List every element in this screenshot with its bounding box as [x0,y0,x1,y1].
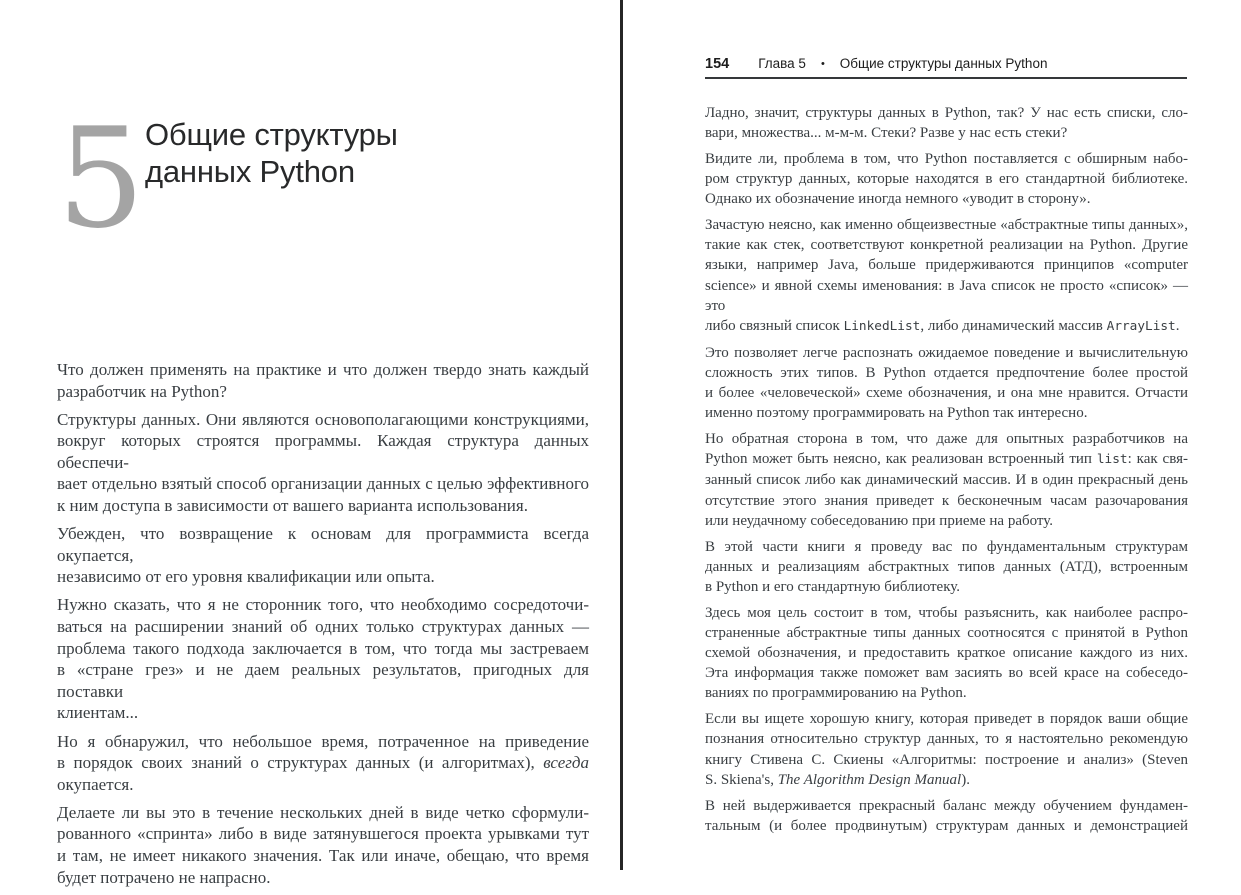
paragraph [705,709,1188,790]
text-line: S. Skiena's, The Algorithm Design Manual). [705,771,970,788]
chapter-title-line2: данных Python [145,154,355,189]
italic-text: всегда [543,753,589,773]
text-line: языки, например Java, больше придерживаются принципов «computer [705,257,1188,274]
paragraph [705,603,1188,704]
chapter-label: Глава 5 [758,56,806,71]
text-line: клиентам... [57,703,139,723]
text-line: сложность этих типов. В Python отдается предпочтение более простой [705,364,1188,381]
text-line: будет потрачено не напрасно. [57,867,271,887]
bullet-separator: • [820,58,825,70]
text-line: именно поэтому программировать на Python так интересно. [705,405,1088,422]
paragraph [57,802,589,888]
text-line: и более «человеческой» схеме обозначения, и она мне нравится. Отчасти [705,385,1188,402]
text-line: ваниях по программированию на Python. [705,685,967,702]
text-line: в порядок своих знаний о структурах данных (и алгоритмах), всегда [57,753,589,773]
text-line: такие как стек, соответствуют конкретной реализации на Python. Другие [705,237,1188,254]
text-line: Если вы ищете хорошую книгу, которая приведет в порядок ваши общие [705,711,1188,728]
text-line: Зачастую неясно, как именно общеизвестные «абстрактные типы данных», [705,217,1188,234]
paragraph [57,409,589,517]
text-line: Структуры данных. Они являются основополагающими конструкциями, [57,409,589,429]
text-line: Убежден, что возвращение к основам для программиста всегда окупается, [57,524,589,565]
text-line: science» и явной схемы именования: в Java список не просто «список» — это [705,277,1188,314]
text-line: вает отдельно взятый способ организации данных с целью эффективного [57,474,589,494]
chapter-number: 5 [57,98,145,259]
paragraph [705,343,1188,424]
text-line: Это позволяет легче распознать ожидаемое поведение и вычислительную [705,344,1188,361]
text-line: В ней выдерживается прекрасный баланс между обучением фундамен- [705,797,1188,814]
paragraph [57,731,589,796]
inline-code: LinkedList [843,319,921,335]
text-line: познания относительно структур данных, то я настоятельно рекомендую [705,731,1188,748]
text-line: окупается. [57,774,134,794]
inline-code: ArrayList [1106,319,1176,335]
text-line: ваться на расширении знаний об одних только структурах данных — [57,617,589,637]
text-line: разработчик на Python? [57,381,227,401]
running-header-row [705,56,1187,72]
text-line: в Python и его стандартную библиотеку. [705,578,961,595]
text-line: ром структур данных, которые находятся в его стандартной библиотеке. [705,171,1188,188]
text-line: схемой обозначения, и предоставить краткое описание каждого из них. [705,645,1188,662]
paragraph [705,429,1188,531]
text-line: данных и реализациям абстрактных типов данных (АТД), встроенным [705,558,1188,575]
right-page-body-text [705,103,1188,841]
text-line: книгу Стивена С. Скиены «Алгоритмы: построение и анализ» (Steven [705,751,1188,768]
text-line: тальным (и более продвинутым) структурам данных и демонстрацией [705,817,1188,834]
text-line: Ладно, значит, структуры данных в Python, так? У нас есть списки, сло- [705,105,1188,121]
text-line: Здесь моя цель состоит в том, чтобы разъяснить, как наиболее распро- [705,604,1188,621]
text-line: либо связный список LinkedList, либо динамический массив ArrayList. [705,318,1180,335]
text-line: или неудачному собеседованию при приеме на работу. [705,512,1054,529]
text-line: и там, не имеет никакого значения. Так или иначе, обещаю, что время [57,845,589,865]
text-line: Но обратная сторона в том, что даже для опытных разработчиков на [705,431,1188,448]
paragraph [57,594,589,724]
text-line: к ним доступа в зависимости от вашего варианта использования. [57,496,528,516]
text-line: занный список либо как динамический массив. И в один прекрасный день [705,472,1188,489]
text-line: в «стране грез» и не даем реальных результатов, пригодных для поставки [57,660,589,701]
paragraph [57,359,589,402]
italic-text: The Algorithm Design Manual [777,771,962,788]
text-line: Видите ли, проблема в том, что Python поставляется с обширным набо- [705,150,1188,167]
left-page-body-text [57,359,589,895]
text-line: Делаете ли вы это в течение нескольких дней в виде четко сформули- [57,802,589,822]
paragraph [705,103,1188,143]
text-line: Однако их обозначение иногда немного «уводит в сторону». [705,191,1091,208]
header-rule [705,77,1187,79]
text-line: рованного «спринта» либо в виде затянувшегося проекта урывками тут [57,824,589,844]
chapter-title [145,116,398,190]
page-number: 154 [705,56,730,72]
text-line: вари, множества... м-м-м. Стеки? Разве у нас есть стеки? [705,125,1068,142]
text-line: проблема такого подхода заключается в том, что тогда мы застреваем [57,638,589,658]
text-line: В этой части книги я проведу вас по фундаментальным структурам [705,538,1188,555]
text-line: отсутствие этого знания приведет к бесконечным часам разочарования [705,492,1188,509]
paragraph [57,523,589,588]
page-divider [620,0,623,870]
chapter-title-line1: Общие структуры [145,117,398,152]
text-line: Что должен применять на практике и что должен твердо знать каждый [57,360,589,379]
text-line: Но я обнаружил, что небольшое время, потраченное на приведение [57,731,589,751]
paragraph [705,149,1188,210]
paragraph [705,796,1188,836]
paragraph [705,215,1188,337]
running-title: Общие структуры данных Python [839,56,1048,71]
text-line: Python может быть неясно, как реализован встроенный тип list: как свя- [705,451,1188,468]
inline-code: list [1096,452,1128,468]
text-line: Нужно сказать, что я не сторонник того, что необходимо сосредоточи- [57,595,589,615]
paragraph [705,537,1188,598]
text-line: независимо от его уровня квалификации или опыта. [57,567,435,587]
text-line: Эта информация также поможет вам засиять во всей красе на собеседо- [705,665,1188,682]
text-line: вокруг которых строятся программы. Каждая структура данных обеспечи- [57,431,589,472]
text-line: страненные абстрактные типы данных соотносятся с принятой в Python [705,624,1188,641]
running-header [705,56,1187,79]
